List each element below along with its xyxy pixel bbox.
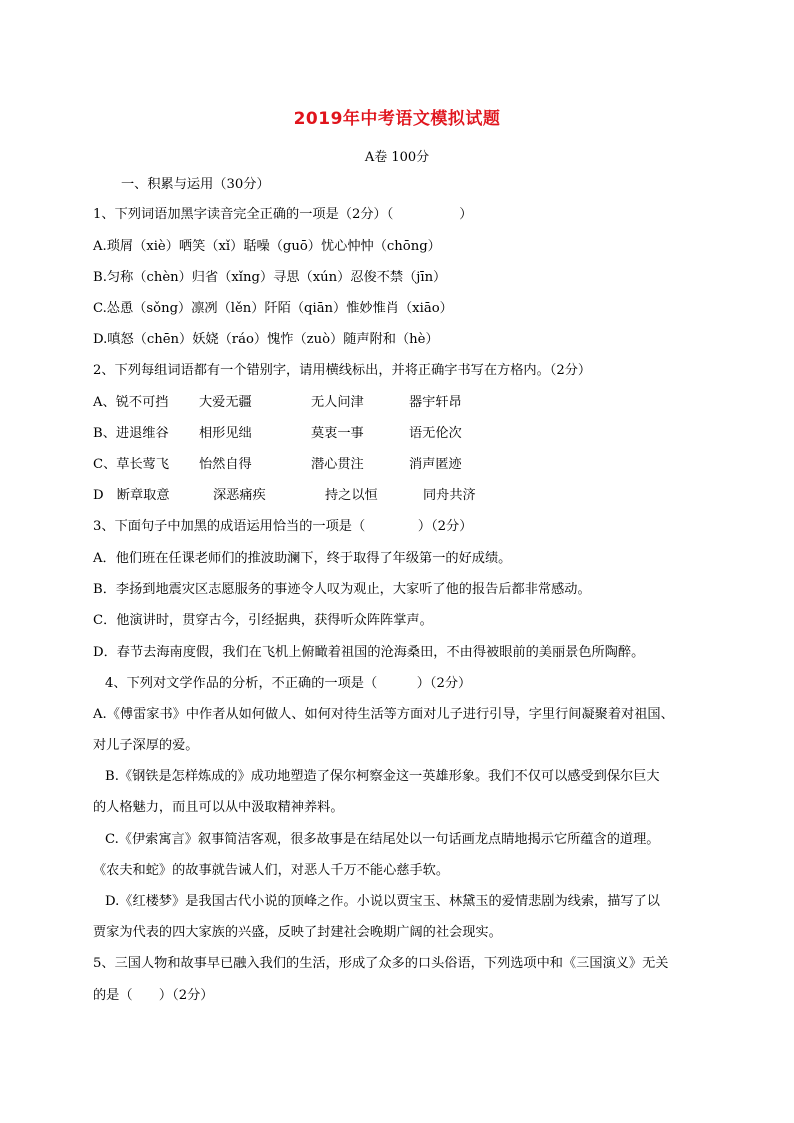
question-5-stem-cont: 的是（ ）（2分） <box>93 988 214 1003</box>
question-3-option-c: C．他演讲时，贯穿古今，引经据典，获得听众阵阵掌声。 <box>93 613 433 628</box>
word-cell: 莫衷一事 <box>311 426 364 441</box>
question-1-stem: 1、下列词语加黑字读音完全正确的一项是（2分）（ ） <box>93 207 473 222</box>
word-cell: 消声匿迹 <box>409 457 462 472</box>
exam-title: 2019年中考语文模拟试题 <box>293 109 501 129</box>
question-3-option-d: D．春节去海南度假，我们在飞机上俯瞰着祖国的沧海桑田，不由得被眼前的美丽景色所陶醉。 <box>93 645 645 660</box>
question-4-option-d: D.《红楼梦》是我国古代小说的顶峰之作。小说以贾宝玉、林黛玉的爱情悲剧为线索，描写了以 <box>105 894 660 909</box>
word-cell: 同舟共济 <box>423 488 476 503</box>
question-1-option-d: D.嗔怒（chēn）妖娆（ráo）愧怍（zuò）随声附和（hè） <box>93 332 439 347</box>
question-3-option-b: B．李扬到地震灾区志愿服务的事迹令人叹为观止，大家听了他的报告后都非常感动。 <box>93 582 591 597</box>
question-1-option-c: C.怂恿（sǒng）凛冽（lěn）阡陌（qiān）惟妙惟肖（xiāo） <box>93 301 453 316</box>
word-cell: 持之以恒 <box>325 488 378 503</box>
question-2-stem: 2、下列每组词语都有一个错别字，请用横线标出，并将正确字书写在方格内。（2分） <box>93 363 592 378</box>
question-5-stem: 5、三国人物和故事早已融入我们的生活，形成了众多的口头俗语，下列选项中和《三国演义》无关 <box>93 956 669 971</box>
word-cell: 怡然自得 <box>199 457 252 472</box>
question-4-option-d-cont: 贾家为代表的四大家族的兴盛，反映了封建社会晚期广阔的社会现实。 <box>93 925 502 940</box>
question-4-option-c-cont: 《农夫和蛇》的故事就告诫人们，对恶人千万不能心慈手软。 <box>93 863 450 878</box>
section-heading: 一、积累与运用（30分） <box>121 177 270 192</box>
word-cell: 深恶痛疾 <box>213 488 266 503</box>
exam-subtitle: A卷 100分 <box>364 150 430 165</box>
word-cell: 大爱无疆 <box>199 395 252 410</box>
question-1-option-a: A.琐屑（xiè）哂笑（xǐ）聒噪（guō）忧心忡忡（chōng） <box>93 239 441 254</box>
question-3-stem: 3、下面句子中加黑的成语运用恰当的一项是（ ）（2分） <box>93 519 473 534</box>
question-4-option-b-cont: 的人格魅力，而且可以从中汲取精神养料。 <box>93 800 344 815</box>
question-3-option-a: A．他们班在任课老师们的推波助澜下，终于取得了年级第一的好成绩。 <box>93 551 512 566</box>
word-cell: 相形见绌 <box>199 426 252 441</box>
question-1-option-b: B.匀称（chèn）归省（xǐng）寻思（xún）忍俊不禁（jīn） <box>93 270 447 285</box>
question-4-stem: 4、下列对文学作品的分析，不正确的一项是（ ）（2分） <box>105 676 472 691</box>
word-cell: 器宇轩昂 <box>409 395 462 410</box>
word-cell: C、草长莺飞 <box>93 457 170 472</box>
word-cell: A、锐不可挡 <box>93 395 169 410</box>
question-4-option-a-cont: 对儿子深厚的爱。 <box>93 738 199 753</box>
word-cell: 语无伦次 <box>409 426 462 441</box>
question-4-option-a: A.《傅雷家书》中作者从如何做人、如何对待生活等方面对儿子进行引导，字里行间凝聚着对祖国、 <box>93 707 674 722</box>
word-cell: D 断章取意 <box>93 488 170 503</box>
word-cell: B、进退维谷 <box>93 426 169 441</box>
word-cell: 无人问津 <box>311 395 364 410</box>
question-4-option-b: B.《钢铁是怎样炼成的》成功地塑造了保尔柯察金这一英雄形象。我们不仅可以感受到保尔巨大 <box>105 769 660 784</box>
question-4-option-c: C.《伊索寓言》叙事简洁客观，很多故事是在结尾处以一句话画龙点睛地揭示它所蕴含的道理。 <box>105 832 660 847</box>
word-cell: 潜心贯注 <box>311 457 364 472</box>
